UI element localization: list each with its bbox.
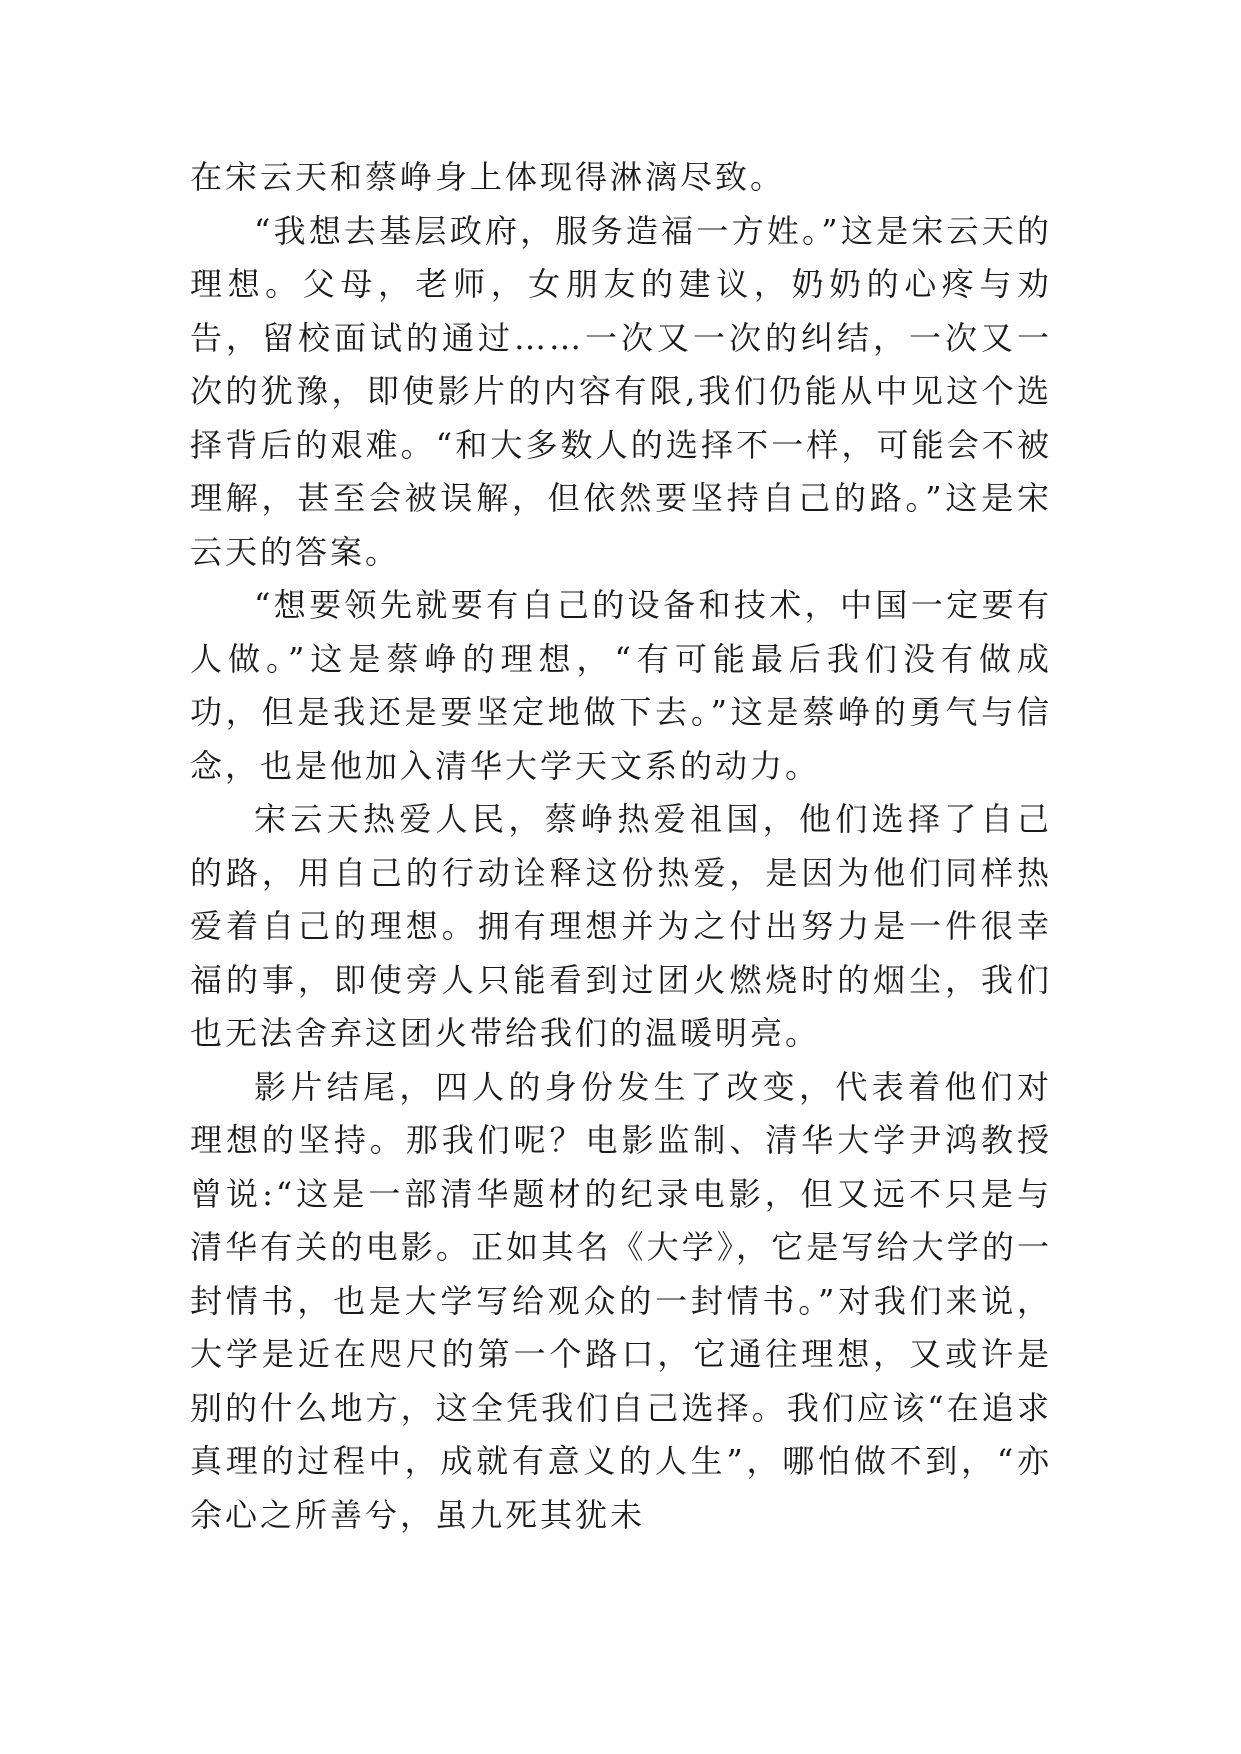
paragraph-3: “想要领先就要有自己的设备和技术，中国一定要有人做。”这是蔡峥的理想，“有可能最后我们没有做成功，但是我还是要坚定地做下去。”这是蔡峥的勇气与信念，也是他加入清华大学天文系的动力。 [190,586,1052,785]
paragraph-4: 宋云天热爱人民，蔡峥热爱祖国，他们选择了自己的路，用自己的行动诠释这份热爱，是因为他们同样热爱着自己的理想。拥有理想并为之付出努力是一件很幸福的事，即使旁人只能看到过团火燃烧时的烟尘，我们也无法舍弃这团火带给我们的温暖明亮。 [190,800,1052,1052]
paragraph-5: 影片结尾，四人的身份发生了改变，代表着他们对理想的坚持。那我们呢？电影监制、清华大学尹鸿教授曾说:“这是一部清华题材的纪录电影，但又远不只是与清华有关的电影。正如其名《大学》，它是写给大学的一封情书，也是大学写给观众的一封情书。”对我们来说，大学是近在咫尺的第一个路口，它通往理想，又或许是别的什么地方，这全凭我们自己选择。我们应该“在追求真理的过程中，成就有意义的人生”，哪怕做不到，“亦余心之所善兮，虽九死其犹未 [190,1067,1052,1534]
paragraph-2: “我想去基层政府，服务造福一方姓。”这是宋云天的理想。父母，老师，女朋友的建议，奶奶的心疼与劝告，留校面试的通过……一次又一次的纠结，一次又一次的犹豫，即使影片的内容有限,我们仍能从中见这个选择背后的艰难。“和大多数人的选择不一样，可能会不被理解，甚至会被误解，但依然要坚持自己的路。”这是宋云天的答案。 [190,211,1052,571]
paragraph-1: 在宋云天和蔡峥身上体现得淋漓尽致。 [190,158,786,196]
document-body [190,151,1052,1542]
